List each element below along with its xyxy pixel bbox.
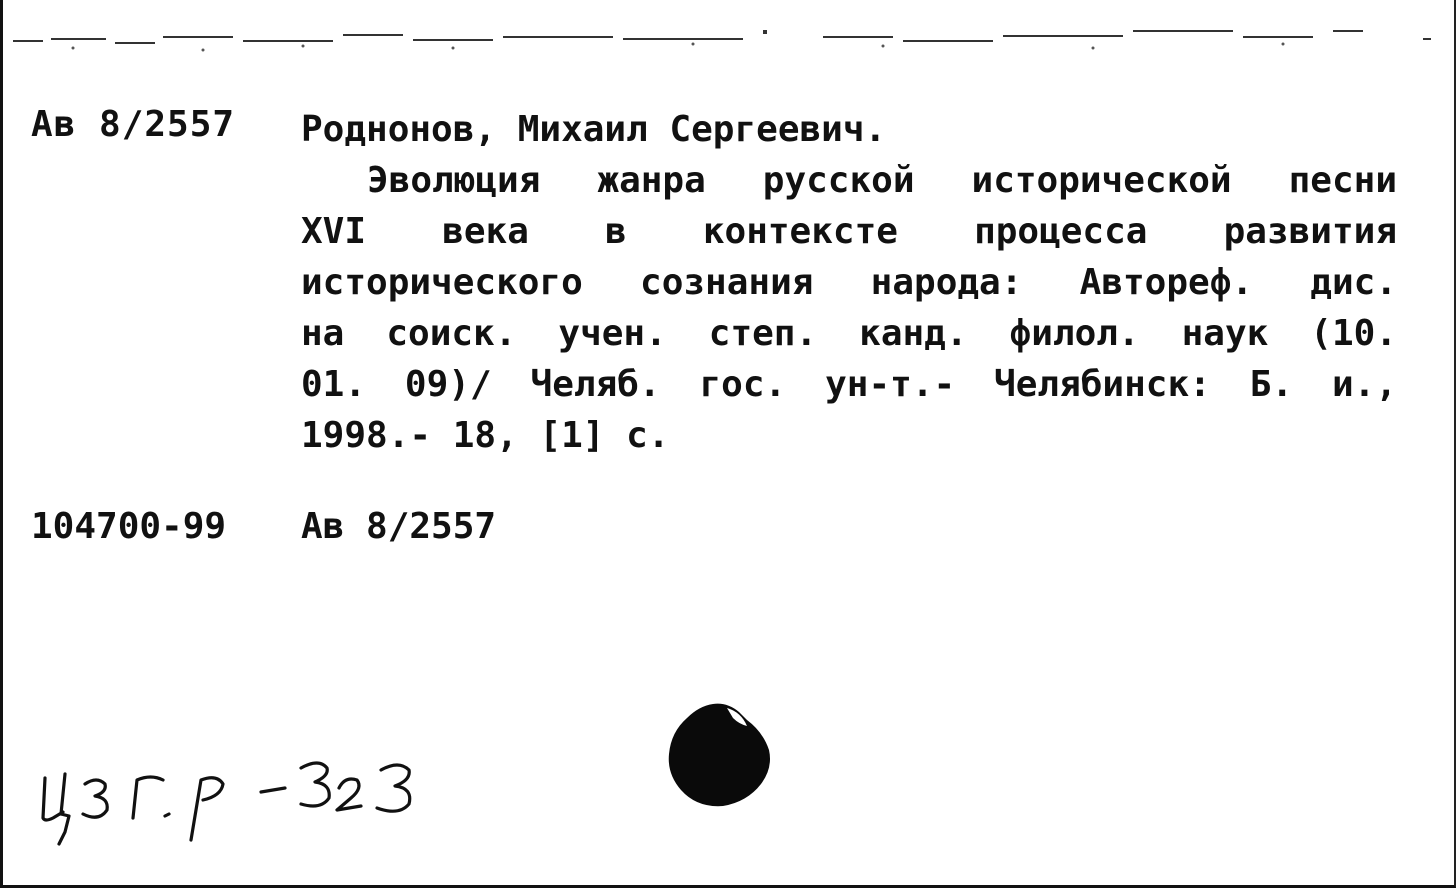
- description-line: исторического сознания народа: Автореф. дис.: [301, 262, 1397, 303]
- shelf-mark: Ав 8/2557: [301, 506, 497, 547]
- call-number: Ав 8/2557: [31, 104, 236, 145]
- punch-hole-icon: [663, 698, 775, 810]
- description-line: 01. 09)/ Челяб. гос. ун-т.- Челябинск: Б. и.,: [301, 364, 1397, 405]
- description-line: Эволюция жанра русской исторической песни: [367, 160, 1397, 201]
- description-line: XVI века в контексте процесса развития: [301, 211, 1397, 252]
- inventory-number: 104700-99: [31, 506, 227, 547]
- description-line: 1998.- 18, [1] с.: [301, 415, 670, 456]
- scan-noise-band: [3, 0, 1456, 70]
- description-line: на соиск. учен. степ. канд. филол. наук (10.: [301, 313, 1397, 354]
- handwritten-note: [39, 740, 439, 860]
- bibliographic-entry: [301, 104, 1397, 461]
- handwriting-drawing: [39, 740, 439, 860]
- author-heading: Роднонов, Михаил Сергеевич.: [301, 109, 887, 150]
